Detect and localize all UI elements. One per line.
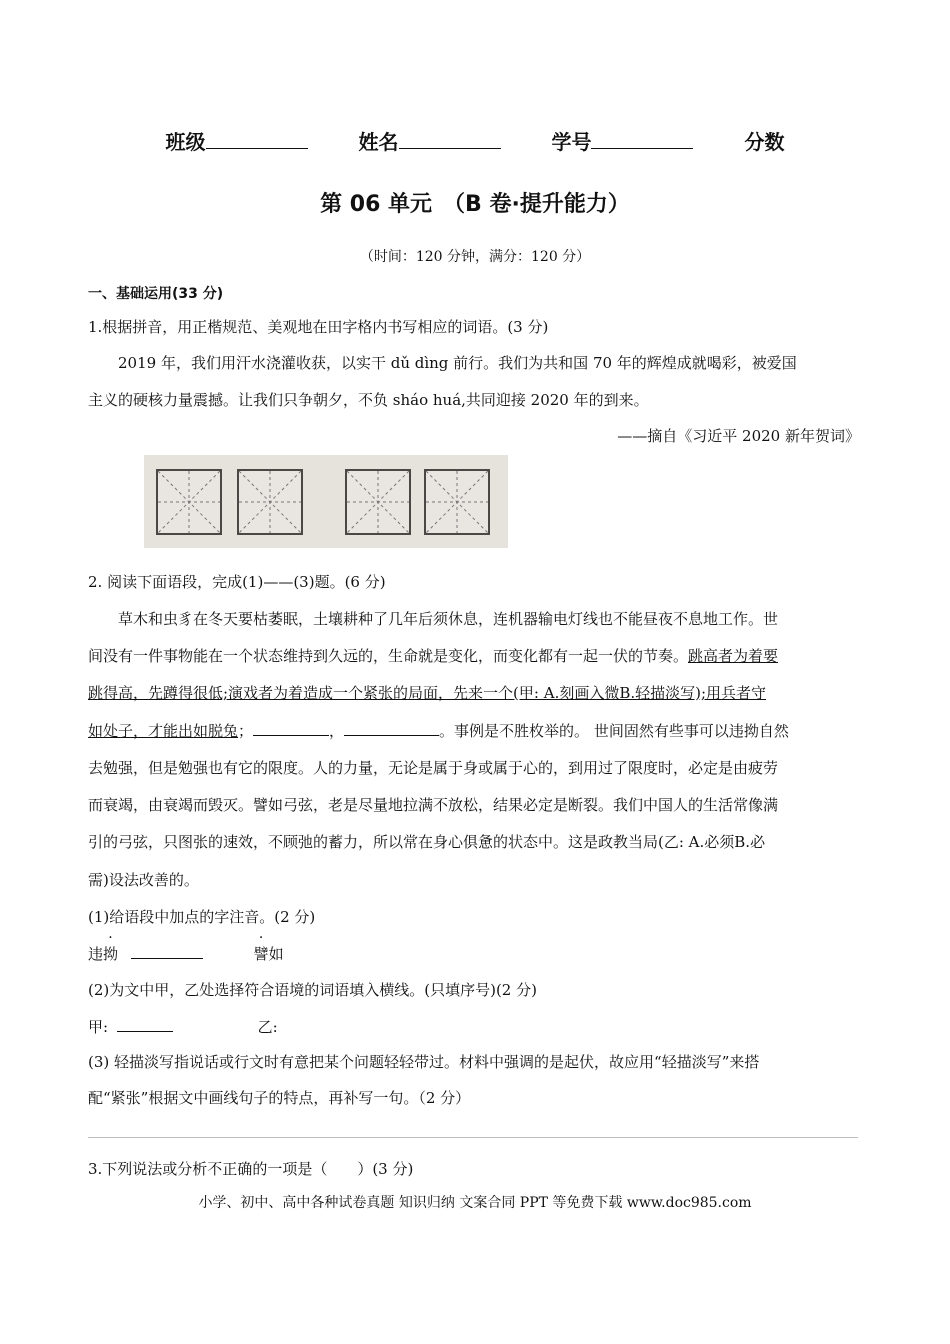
q2-stem: 2. 阅读下面语段，完成(1)——(3)题。(6 分) bbox=[88, 573, 386, 591]
q2-passage-line3: 跳得高，先蹲得很低;演戏者为着造成一个紧张的局面，先来一个(甲: A.刻画入微B.轻描淡写);用兵者守 bbox=[88, 684, 767, 702]
tian-grid-box[interactable] bbox=[156, 469, 222, 535]
tian-grid-answer-area[interactable] bbox=[144, 455, 508, 548]
q2-sub1-words bbox=[88, 942, 284, 964]
page-title: 第 06 单元 （B 卷·提升能力） bbox=[320, 192, 630, 217]
pinyin-blank-1[interactable] bbox=[131, 942, 203, 959]
q1-stem: 1.根据拼音，用正楷规范、美观地在田字格内书写相应的词语。(3 分) bbox=[88, 318, 549, 336]
q2-passage-line5: 去勉强，但是勉强也有它的限度。人的力量，无论是属于身或属于心的，到用过了限度时，必定是由疲劳 bbox=[88, 759, 779, 777]
dotted-char: 譬 bbox=[253, 945, 269, 963]
q1-paragraph-line1: 2019 年，我们用汗水浇灌收获，以实干 dǔ dìng 前行。我们为共和国 70 年的辉煌成就喝彩，被爱国 bbox=[118, 354, 797, 372]
student-info-row bbox=[0, 126, 950, 155]
grid-guide-lines bbox=[426, 471, 488, 533]
q1-source: ——摘自《习近平 2020 新年贺词》 bbox=[617, 427, 860, 445]
exam-time-info: （时间：120 分钟，满分：120 分） bbox=[359, 249, 591, 265]
q1-paragraph-line2: 主义的硬核力量震撼。让我们只争朝夕，不负 sháo huá,共同迎接 2020 年的到来。 bbox=[88, 391, 649, 409]
punctuation: ， bbox=[329, 722, 345, 740]
jia-blank[interactable] bbox=[117, 1015, 173, 1032]
score-label: 分数 bbox=[744, 130, 785, 154]
yi-label: 乙: bbox=[257, 1018, 278, 1036]
underlined-text: 跳高者为着要 bbox=[688, 647, 779, 665]
q2-sub3-line2: 配“紧张”根据文中画线句子的特点，再补写一句。（2 分） bbox=[88, 1089, 471, 1107]
tian-grid-box[interactable] bbox=[345, 469, 411, 535]
class-blank[interactable] bbox=[206, 128, 308, 149]
q2-sub1: (1)给语段中加点的字注音。(2 分) bbox=[88, 908, 316, 926]
fill-blank-2[interactable] bbox=[344, 719, 439, 736]
footer-text: 小学、初中、高中各种试卷真题 知识归纳 文案合同 PPT 等免费下载 www.doc985.com bbox=[198, 1195, 752, 1211]
grid-guide-lines bbox=[239, 471, 301, 533]
grid-guide-lines bbox=[158, 471, 220, 533]
jia-label: 甲: bbox=[88, 1018, 109, 1036]
section-heading: 一、基础运用(33 分) bbox=[88, 286, 224, 302]
id-label: 学号 bbox=[551, 130, 592, 154]
grid-guide-lines bbox=[347, 471, 409, 533]
class-label: 班级 bbox=[165, 130, 206, 154]
id-blank[interactable] bbox=[591, 128, 693, 149]
q2-sub2-answers bbox=[88, 1015, 278, 1037]
name-label: 姓名 bbox=[358, 130, 399, 154]
q2-passage-line4 bbox=[88, 719, 789, 741]
punctuation: ； bbox=[238, 722, 254, 740]
q2-passage-line8: 需)设法改善的。 bbox=[88, 871, 199, 889]
word-char: 违 bbox=[88, 945, 104, 963]
q2-passage-line2 bbox=[88, 645, 778, 666]
tian-grid-box[interactable] bbox=[424, 469, 490, 535]
q3-stem: 3.下列说法或分析不正确的一项是（ ）(3 分) bbox=[88, 1160, 414, 1178]
word-char: 如 bbox=[268, 945, 284, 963]
q2-passage-line7: 引的弓弦，只图张的速效，不顾弛的蓄力，所以常在身心俱惫的状态中。这是政教当局(乙: A.必须B.必 bbox=[88, 833, 766, 851]
q2-passage-line6: 而衰竭，由衰竭而毁灭。譬如弓弦，老是尽量地拉满不放松，结果必定是断裂。我们中国人的生活常像满 bbox=[88, 796, 779, 814]
underlined-text: 如处子，才能出如脱兔 bbox=[88, 722, 239, 740]
q2-passage-line1: 草木和虫豸在冬天要枯萎眠，土壤耕种了几年后须休息，连机器输电灯线也不能昼夜不息地工作。世 bbox=[118, 610, 779, 628]
passage-text: 间没有一件事物能在一个状态维持到久远的，生命就是变化，而变化都有一起一伏的节奏。 bbox=[88, 647, 689, 665]
divider bbox=[88, 1137, 858, 1138]
q2-sub2: (2)为文中甲，乙处选择符合语境的词语填入横线。(只填序号)(2 分) bbox=[88, 981, 537, 999]
fill-blank-1[interactable] bbox=[253, 719, 329, 736]
name-blank[interactable] bbox=[399, 128, 501, 149]
q2-sub3-line1: (3) 轻描淡写指说话或行文时有意把某个问题轻轻带过。材料中强调的是起伏，故应用“轻描淡写”来搭 bbox=[88, 1053, 760, 1071]
passage-text: 。事例是不胜枚举的。 世间固然有些事可以违拗自然 bbox=[439, 722, 789, 740]
dotted-char: 拗 bbox=[103, 945, 119, 963]
tian-grid-box[interactable] bbox=[237, 469, 303, 535]
